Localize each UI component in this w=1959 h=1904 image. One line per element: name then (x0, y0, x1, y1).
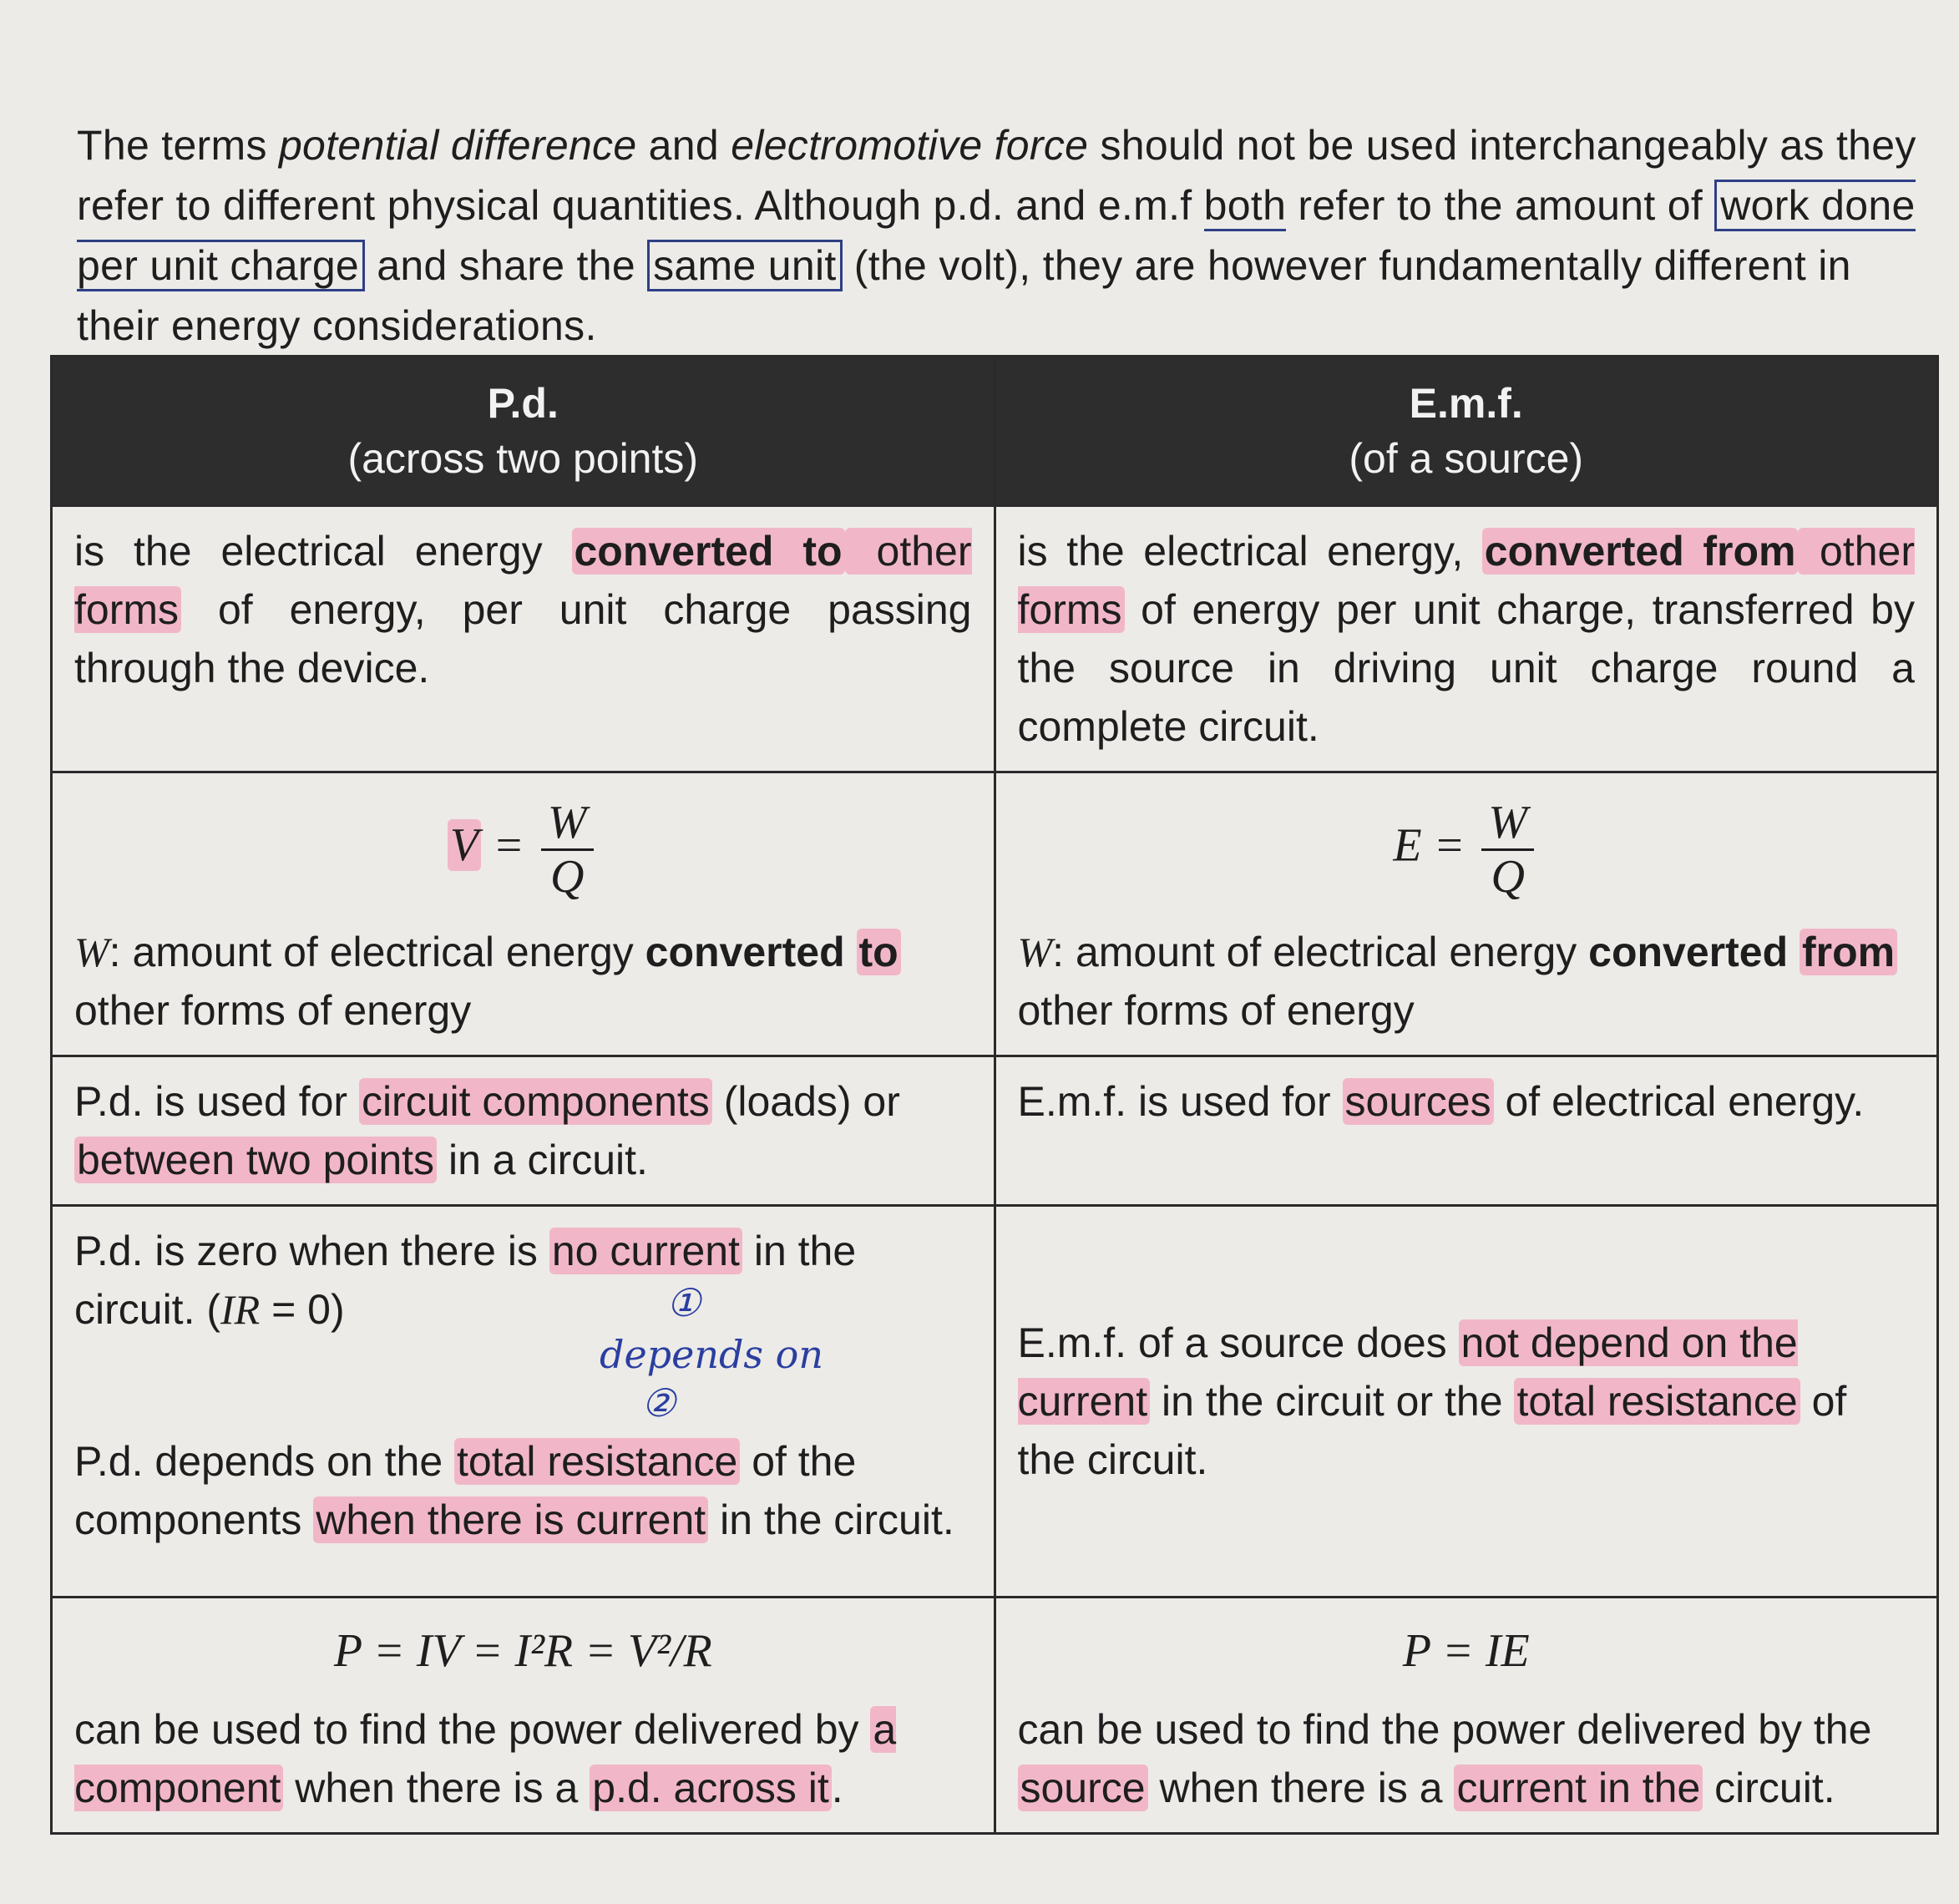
table-row-equation (52, 772, 1938, 1056)
equation-power-pd: P = IV = I²R = V²/R (333, 1625, 712, 1677)
cell-pd-dependence: P.d. is zero when there is no current in the circuit. (IR = 0) P.d. depends on the total resistance of the components when there is current in the circuit. ① depends on ② (52, 1206, 995, 1598)
cell-pd-power: P = IV = I²R = V²/R can be used to find the power delivered by a component when there is a p.d. across it. (52, 1598, 995, 1834)
handwritten-note-2: ② (641, 1380, 676, 1425)
table-row-power (52, 1598, 1938, 1834)
cell-emf-power: P = IE can be used to find the power delivered by the source when there is a current in the circuit. (995, 1598, 1938, 1834)
table-row-definition (52, 506, 1938, 772)
comparison-table (50, 355, 1939, 1835)
equation-e: E = $\frac{W}{Q}$ (1018, 797, 1916, 903)
handwritten-note-1: ① (666, 1280, 701, 1325)
handwritten-note-depends: depends on (600, 1332, 823, 1377)
table-header-row (52, 357, 1938, 506)
cell-pd-equation: V = $\frac{W}{Q}$ W: amount of electrical energy converted to other forms of energy (52, 772, 995, 1056)
cell-pd-definition: is the electrical energy converted to other forms of energy, per unit charge passing through the device. (52, 506, 995, 772)
cell-emf-definition: is the electrical energy, converted from other forms of energy per unit charge, transferred by the source in driving unit charge round a complete circuit. (995, 506, 1938, 772)
table-row-usage (52, 1056, 1938, 1206)
handwritten-box: same unit (647, 240, 842, 291)
equation-power-emf: P = IE (1402, 1625, 1530, 1677)
table-row-dependence (52, 1206, 1938, 1598)
intro-paragraph: The terms potential difference and electromotive force should not be used interchangeably as they refer to different physical quantities. Although p.d. and e.m.f both refer to the amount of work done per unit charge and share the same unit (the volt), they are however fundamentally different in their energy considerations. (77, 122, 1916, 349)
header-pd: P.d. (across two points) (52, 357, 995, 506)
cell-pd-usage: P.d. is used for circuit components (loads) or between two points in a circuit. (52, 1056, 995, 1206)
header-emf: E.m.f. (of a source) (995, 357, 1938, 506)
cell-emf-equation: E = $\frac{W}{Q}$ W: amount of electrical energy converted from other forms of energy (995, 772, 1938, 1056)
equation-v: V = $\frac{W}{Q}$ (74, 797, 972, 903)
cell-emf-dependence: E.m.f. of a source does not depend on the current in the circuit or the total resistance of the circuit. (995, 1206, 1938, 1598)
cell-emf-usage: E.m.f. is used for sources of electrical energy. (995, 1056, 1938, 1206)
handwritten-underline: both (1204, 182, 1287, 231)
handwritten-box: work done per unit charge (77, 180, 1916, 291)
